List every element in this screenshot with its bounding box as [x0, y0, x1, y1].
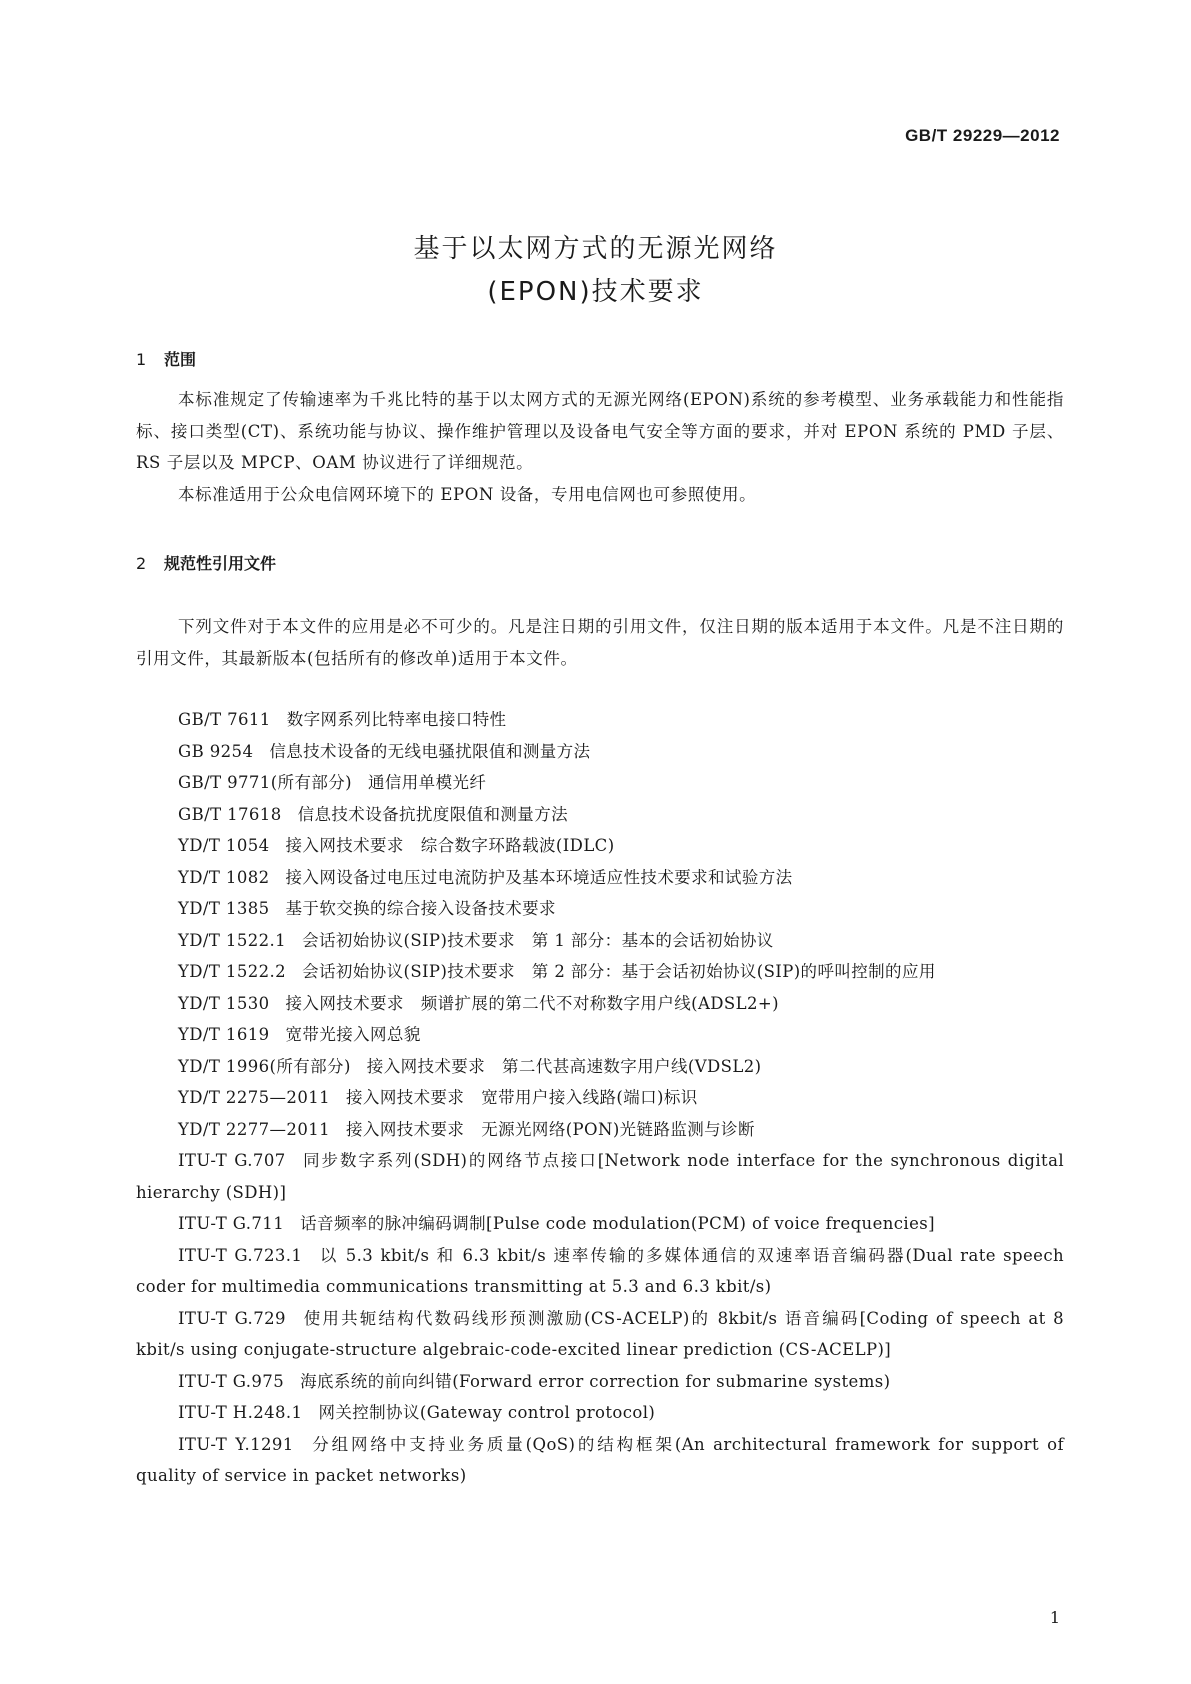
reference-code: ITU-T G.729 [178, 1308, 286, 1328]
reference-code: YD/T 1522.2 [178, 962, 287, 981]
section-heading-normative-references [136, 551, 276, 574]
reference-item [136, 1082, 1064, 1114]
reference-title: 接入网技术要求 宽带用户接入线路(端口)标识 [346, 1088, 698, 1107]
reference-code: YD/T 1054 [178, 836, 270, 855]
reference-code: ITU-T H.248.1 [178, 1403, 303, 1422]
section-title: 规范性引用文件 [164, 554, 277, 573]
reference-title: 使用共轭结构代数码线形预测激励(CS-ACELP)的 8kbit/s 语音编码[Coding of speech at 8 kbit/s using conjugate-structure algebraic-code-excited linear prediction (CS-ACELP)] [136, 1308, 1064, 1359]
reference-title: 通信用单模光纤 [367, 773, 487, 792]
reference-item [136, 988, 1064, 1020]
reference-code: ITU-T G.707 [178, 1151, 286, 1170]
reference-item [136, 1240, 1064, 1303]
reference-code: YD/T 1619 [178, 1025, 270, 1044]
reference-item [136, 1019, 1064, 1051]
scope-paragraph-1: 本标准规定了传输速率为千兆比特的基于以太网方式的无源光网络(EPON)系统的参考模型、业务承载能力和性能指标、接口类型(CT)、系统功能与协议、操作维护管理以及设备电气安全等方面的要求，并对 EPON 系统的 PMD 子层、RS 子层以及 MPCP、OAM 协议进行了详细规范。 [136, 390, 1064, 472]
reference-code: YD/T 1082 [178, 867, 270, 887]
section-number: 2 [136, 554, 147, 573]
reference-code: YD/T 1996(所有部分) [178, 1056, 351, 1076]
reference-code: GB/T 17618 [178, 804, 282, 824]
document-title-line1: 基于以太网方式的无源光网络 [413, 234, 778, 264]
scope-paragraph-2: 本标准适用于公众电信网环境下的 EPON 设备，专用电信网也可参照使用。 [178, 485, 757, 504]
reference-code: YD/T 1522.1 [178, 930, 287, 950]
reference-title: 会话初始协议(SIP)技术要求 第 2 部分：基于会话初始协议(SIP)的呼叫控制的应用 [302, 962, 936, 981]
standard-code: GB/T 29229—2012 [905, 126, 1060, 145]
reference-item [136, 799, 1064, 831]
reference-title: 信息技术设备的无线电骚扰限值和测量方法 [269, 741, 591, 761]
reference-title: 信息技术设备抗扰度限值和测量方法 [297, 804, 569, 824]
reference-code: YD/T 2277—2011 [178, 1119, 331, 1139]
reference-title: 宽带光接入网总貌 [285, 1025, 421, 1044]
reference-item [136, 1208, 1064, 1240]
reference-title: 网关控制协议(Gateway control protocol) [318, 1403, 656, 1422]
reference-title: 同步数字系列(SDH)的网络节点接口[Network node interface for the synchronous digital hierarchy (SDH)] [136, 1151, 1064, 1202]
references-intro: 下列文件对于本文件的应用是必不可少的。凡是注日期的引用文件，仅注日期的版本适用于本文件。凡是不注日期的引用文件，其最新版本(包括所有的修改单)适用于本文件。 [136, 617, 1064, 668]
reference-code: YD/T 2275—2011 [178, 1088, 331, 1107]
reference-code: ITU-T Y.1291 [178, 1434, 294, 1454]
reference-title: 数字网系列比特率电接口特性 [286, 710, 507, 729]
reference-item [136, 830, 1064, 862]
reference-item [136, 1114, 1064, 1146]
reference-code: GB 9254 [178, 741, 254, 761]
reference-code: YD/T 1530 [178, 993, 270, 1013]
reference-item [136, 736, 1064, 768]
reference-item [136, 893, 1064, 925]
reference-item [136, 862, 1064, 894]
reference-item [136, 1429, 1064, 1492]
page-number: 1 [1049, 1608, 1060, 1627]
reference-item [136, 956, 1064, 988]
reference-item [136, 767, 1064, 799]
reference-title: 话音频率的脉冲编码调制[Pulse code modulation(PCM) of voice frequencies] [300, 1214, 935, 1233]
reference-list [136, 704, 1064, 1492]
reference-item [136, 1145, 1064, 1208]
reference-title: 以 5.3 kbit/s 和 6.3 kbit/s 速率传输的多媒体通信的双速率语音编码器(Dual rate speech coder for multimedia communications transmitting at 5.3 and 6.3 kbit/s) [136, 1245, 1065, 1296]
reference-code: ITU-T G.975 [178, 1371, 285, 1391]
section-title: 范围 [164, 350, 197, 369]
document-title-line2: (EPON)技术要求 [487, 277, 704, 307]
reference-title: 接入网技术要求 无源光网络(PON)光链路监测与诊断 [346, 1119, 755, 1139]
reference-item [136, 1303, 1064, 1366]
reference-code: GB/T 7611 [178, 710, 271, 729]
reference-item [136, 1366, 1064, 1398]
section-heading-scope [136, 347, 196, 370]
reference-title: 接入网技术要求 第二代甚高速数字用户线(VDSL2) [366, 1056, 762, 1076]
reference-item [136, 1051, 1064, 1083]
reference-title: 接入网技术要求 频谱扩展的第二代不对称数字用户线(ADSL2+) [285, 993, 779, 1013]
reference-title: 会话初始协议(SIP)技术要求 第 1 部分：基本的会话初始协议 [302, 930, 774, 950]
reference-item [136, 704, 1064, 736]
reference-code: GB/T 9771(所有部分) [178, 773, 352, 792]
reference-title: 接入网设备过电压过电流防护及基本环境适应性技术要求和试验方法 [285, 867, 793, 887]
reference-title: 接入网技术要求 综合数字环路载波(IDLC) [285, 836, 615, 855]
section-number: 1 [136, 350, 147, 369]
reference-item [136, 925, 1064, 957]
reference-title: 基于软交换的综合接入设备技术要求 [285, 899, 556, 918]
reference-item [136, 1397, 1064, 1429]
reference-title: 分组网络中支持业务质量(QoS)的结构框架(An architectural framework for support of quality of service in packet networks) [136, 1434, 1064, 1485]
reference-code: ITU-T G.723.1 [178, 1245, 303, 1265]
reference-title: 海底系统的前向纠错(Forward error correction for submarine systems) [300, 1371, 891, 1391]
reference-code: ITU-T G.711 [178, 1214, 285, 1233]
reference-code: YD/T 1385 [178, 899, 270, 918]
